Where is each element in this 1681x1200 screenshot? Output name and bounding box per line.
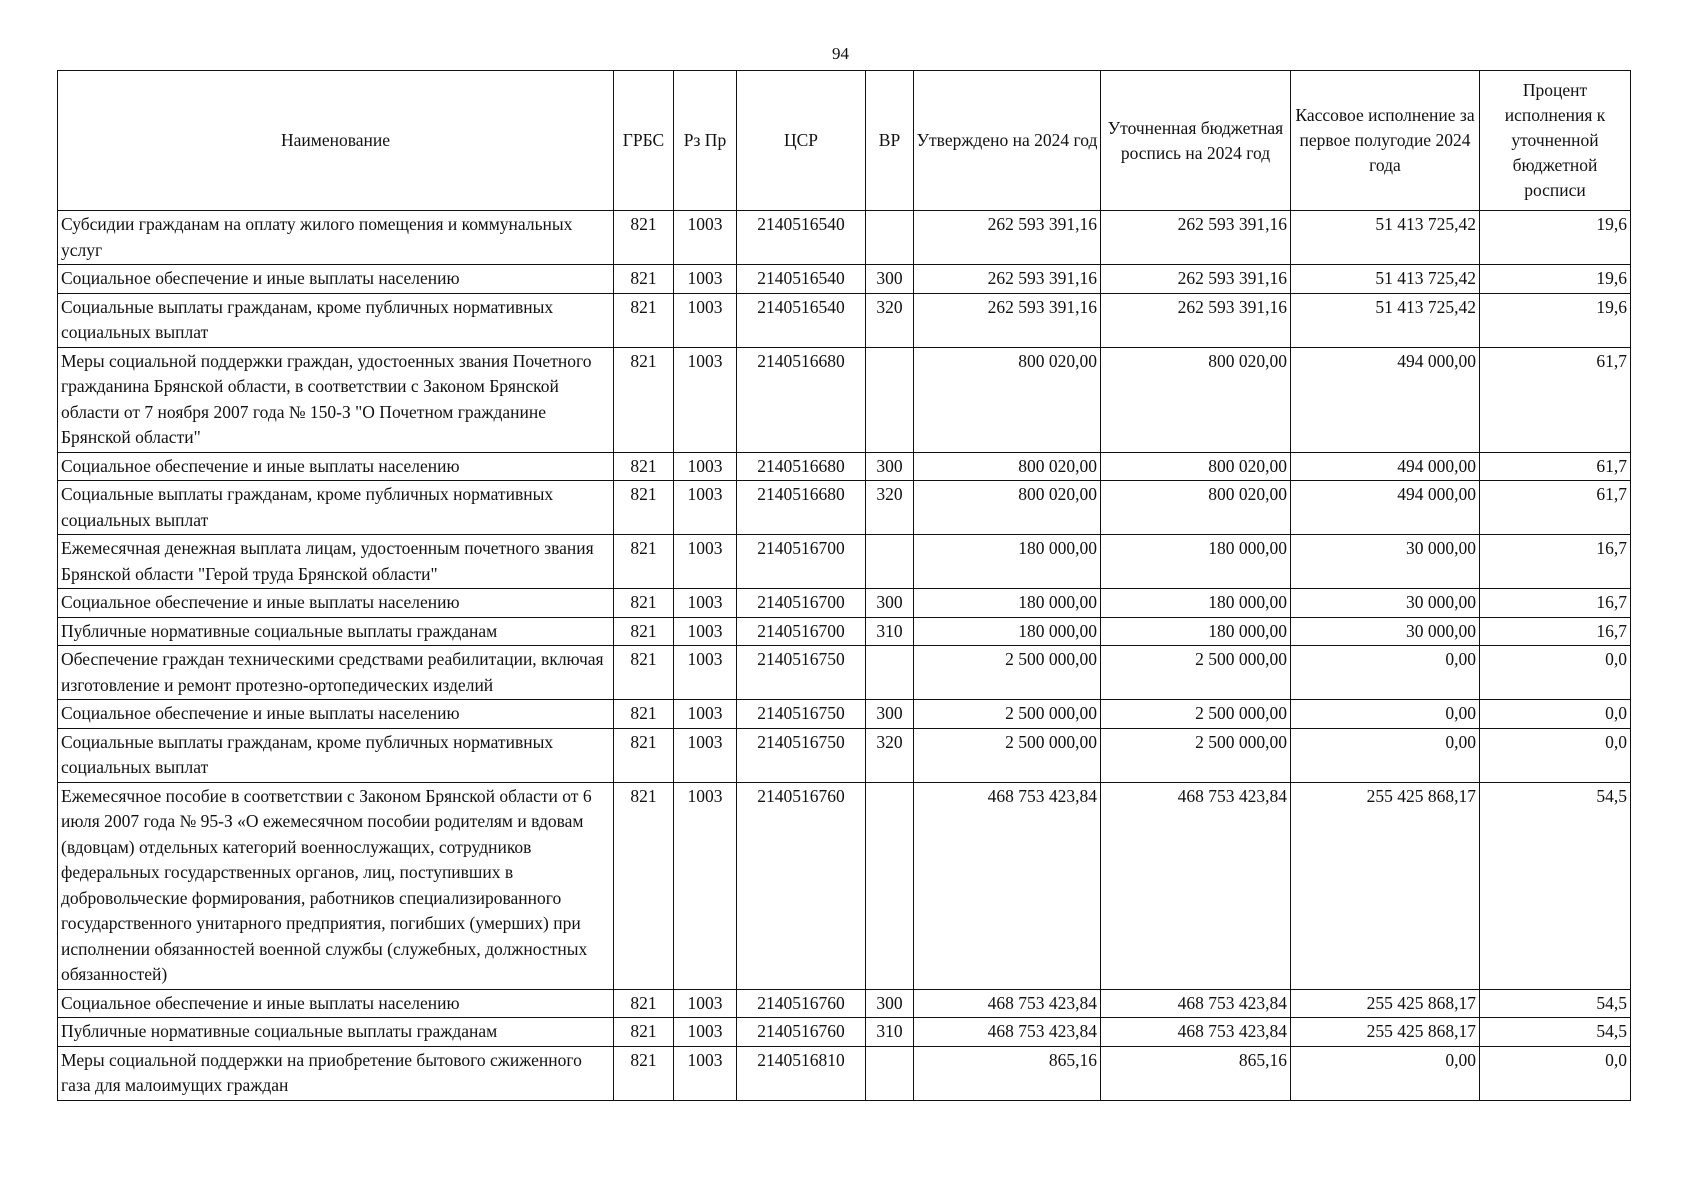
grbs-cell: 821	[614, 589, 674, 618]
approved-cell: 2 500 000,00	[914, 646, 1101, 700]
refined-cell: 262 593 391,16	[1101, 211, 1291, 265]
grbs-cell: 821	[614, 782, 674, 989]
grbs-cell: 821	[614, 535, 674, 589]
rzpr-cell: 1003	[674, 617, 737, 646]
name-cell: Социальные выплаты гражданам, кроме публичных нормативных социальных выплат	[58, 481, 614, 535]
vr-cell: 300	[866, 700, 914, 729]
cash-cell: 30 000,00	[1291, 535, 1480, 589]
table-row	[58, 589, 1631, 618]
approved-cell: 262 593 391,16	[914, 293, 1101, 347]
csr-cell: 2140516760	[737, 989, 866, 1018]
table-body	[58, 211, 1631, 1101]
csr-cell: 2140516680	[737, 347, 866, 452]
name-cell: Социальные выплаты гражданам, кроме публичных нормативных социальных выплат	[58, 728, 614, 782]
grbs-cell: 821	[614, 1018, 674, 1047]
refined-cell: 800 020,00	[1101, 452, 1291, 481]
refined-cell: 2 500 000,00	[1101, 728, 1291, 782]
cash-cell: 255 425 868,17	[1291, 782, 1480, 989]
grbs-cell: 821	[614, 728, 674, 782]
approved-cell: 2 500 000,00	[914, 728, 1101, 782]
percent-cell: 19,6	[1480, 265, 1631, 294]
rzpr-cell: 1003	[674, 293, 737, 347]
table-row	[58, 211, 1631, 265]
table-header	[58, 71, 1631, 211]
rzpr-cell: 1003	[674, 728, 737, 782]
cash-cell: 51 413 725,42	[1291, 265, 1480, 294]
grbs-cell: 821	[614, 265, 674, 294]
vr-cell: 320	[866, 728, 914, 782]
rzpr-cell: 1003	[674, 1018, 737, 1047]
table-row	[58, 617, 1631, 646]
percent-cell: 19,6	[1480, 211, 1631, 265]
cash-cell: 494 000,00	[1291, 347, 1480, 452]
cash-cell: 30 000,00	[1291, 589, 1480, 618]
csr-cell: 2140516750	[737, 700, 866, 729]
percent-cell: 61,7	[1480, 452, 1631, 481]
vr-cell	[866, 646, 914, 700]
percent-cell: 16,7	[1480, 535, 1631, 589]
percent-cell: 61,7	[1480, 481, 1631, 535]
vr-cell: 300	[866, 589, 914, 618]
approved-cell: 468 753 423,84	[914, 782, 1101, 989]
csr-cell: 2140516540	[737, 211, 866, 265]
table-row	[58, 1046, 1631, 1100]
header-name: Наименование	[58, 71, 614, 211]
name-cell: Ежемесячная денежная выплата лицам, удостоенным почетного звания Брянской области "Герой труда Брянской области"	[58, 535, 614, 589]
rzpr-cell: 1003	[674, 782, 737, 989]
grbs-cell: 821	[614, 481, 674, 535]
table-row	[58, 1018, 1631, 1047]
table-row	[58, 535, 1631, 589]
csr-cell: 2140516700	[737, 535, 866, 589]
approved-cell: 180 000,00	[914, 589, 1101, 618]
approved-cell: 180 000,00	[914, 535, 1101, 589]
table-row	[58, 265, 1631, 294]
table-row	[58, 728, 1631, 782]
vr-cell: 300	[866, 265, 914, 294]
vr-cell: 310	[866, 1018, 914, 1047]
vr-cell: 320	[866, 481, 914, 535]
table-row	[58, 700, 1631, 729]
rzpr-cell: 1003	[674, 700, 737, 729]
name-cell: Ежемесячное пособие в соответствии с Законом Брянской области от 6 июля 2007 года № 95-З «О ежемесячном пособии родителям и вдовам (вдовцам) отдельных категорий военнослужащих, сотрудников федеральных государственных органов, лиц, поступивших в добровольческие формирования, работников специализированного государственного унитарного предприятия, погибших (умерших) при исполнении обязанностей военной службы (служебных, должностных обязанностей)	[58, 782, 614, 989]
rzpr-cell: 1003	[674, 1046, 737, 1100]
refined-cell: 800 020,00	[1101, 481, 1291, 535]
name-cell: Социальное обеспечение и иные выплаты населению	[58, 589, 614, 618]
csr-cell: 2140516760	[737, 782, 866, 989]
header-rzpr: Рз Пр	[674, 71, 737, 211]
vr-cell	[866, 1046, 914, 1100]
cash-cell: 255 425 868,17	[1291, 989, 1480, 1018]
rzpr-cell: 1003	[674, 481, 737, 535]
name-cell: Публичные нормативные социальные выплаты гражданам	[58, 1018, 614, 1047]
grbs-cell: 821	[614, 700, 674, 729]
percent-cell: 0,0	[1480, 728, 1631, 782]
header-vr: ВР	[866, 71, 914, 211]
approved-cell: 262 593 391,16	[914, 265, 1101, 294]
percent-cell: 0,0	[1480, 1046, 1631, 1100]
approved-cell: 800 020,00	[914, 347, 1101, 452]
header-grbs: ГРБС	[614, 71, 674, 211]
grbs-cell: 821	[614, 617, 674, 646]
grbs-cell: 821	[614, 1046, 674, 1100]
header-csr: ЦСР	[737, 71, 866, 211]
name-cell: Социальные выплаты гражданам, кроме публичных нормативных социальных выплат	[58, 293, 614, 347]
csr-cell: 2140516540	[737, 293, 866, 347]
grbs-cell: 821	[614, 989, 674, 1018]
cash-cell: 255 425 868,17	[1291, 1018, 1480, 1047]
cash-cell: 494 000,00	[1291, 481, 1480, 535]
grbs-cell: 821	[614, 211, 674, 265]
cash-cell: 30 000,00	[1291, 617, 1480, 646]
csr-cell: 2140516680	[737, 452, 866, 481]
table-row	[58, 989, 1631, 1018]
approved-cell: 262 593 391,16	[914, 211, 1101, 265]
rzpr-cell: 1003	[674, 535, 737, 589]
name-cell: Меры социальной поддержки на приобретение бытового сжиженного газа для малоимущих граждан	[58, 1046, 614, 1100]
csr-cell: 2140516760	[737, 1018, 866, 1047]
cash-cell: 494 000,00	[1291, 452, 1480, 481]
header-approved: Утверждено на 2024 год	[914, 71, 1101, 211]
grbs-cell: 821	[614, 452, 674, 481]
approved-cell: 865,16	[914, 1046, 1101, 1100]
name-cell: Социальное обеспечение и иные выплаты населению	[58, 700, 614, 729]
percent-cell: 16,7	[1480, 617, 1631, 646]
approved-cell: 800 020,00	[914, 481, 1101, 535]
refined-cell: 800 020,00	[1101, 347, 1291, 452]
cash-cell: 0,00	[1291, 1046, 1480, 1100]
name-cell: Социальное обеспечение и иные выплаты населению	[58, 265, 614, 294]
name-cell: Социальное обеспечение и иные выплаты населению	[58, 452, 614, 481]
cash-cell: 0,00	[1291, 700, 1480, 729]
vr-cell	[866, 782, 914, 989]
cash-cell: 0,00	[1291, 646, 1480, 700]
refined-cell: 865,16	[1101, 1046, 1291, 1100]
vr-cell	[866, 347, 914, 452]
rzpr-cell: 1003	[674, 989, 737, 1018]
refined-cell: 468 753 423,84	[1101, 989, 1291, 1018]
rzpr-cell: 1003	[674, 211, 737, 265]
percent-cell: 54,5	[1480, 1018, 1631, 1047]
vr-cell: 320	[866, 293, 914, 347]
refined-cell: 180 000,00	[1101, 535, 1291, 589]
percent-cell: 54,5	[1480, 989, 1631, 1018]
table-row	[58, 452, 1631, 481]
csr-cell: 2140516810	[737, 1046, 866, 1100]
refined-cell: 180 000,00	[1101, 589, 1291, 618]
percent-cell: 0,0	[1480, 646, 1631, 700]
table-row	[58, 347, 1631, 452]
page-number: 94	[832, 44, 849, 63]
table-row	[58, 646, 1631, 700]
rzpr-cell: 1003	[674, 646, 737, 700]
vr-cell	[866, 211, 914, 265]
approved-cell: 468 753 423,84	[914, 989, 1101, 1018]
rzpr-cell: 1003	[674, 265, 737, 294]
vr-cell: 310	[866, 617, 914, 646]
refined-cell: 2 500 000,00	[1101, 646, 1291, 700]
vr-cell: 300	[866, 989, 914, 1018]
percent-cell: 19,6	[1480, 293, 1631, 347]
table-row	[58, 782, 1631, 989]
percent-cell: 0,0	[1480, 700, 1631, 729]
grbs-cell: 821	[614, 293, 674, 347]
cash-cell: 51 413 725,42	[1291, 293, 1480, 347]
csr-cell: 2140516750	[737, 728, 866, 782]
rzpr-cell: 1003	[674, 347, 737, 452]
grbs-cell: 821	[614, 347, 674, 452]
percent-cell: 16,7	[1480, 589, 1631, 618]
csr-cell: 2140516700	[737, 589, 866, 618]
table-row	[58, 293, 1631, 347]
refined-cell: 2 500 000,00	[1101, 700, 1291, 729]
name-cell: Социальное обеспечение и иные выплаты населению	[58, 989, 614, 1018]
percent-cell: 61,7	[1480, 347, 1631, 452]
cash-cell: 51 413 725,42	[1291, 211, 1480, 265]
approved-cell: 180 000,00	[914, 617, 1101, 646]
header-cash: Кассовое исполнение за первое полугодие 2024 года	[1291, 71, 1480, 211]
csr-cell: 2140516680	[737, 481, 866, 535]
name-cell: Публичные нормативные социальные выплаты гражданам	[58, 617, 614, 646]
header-percent: Процент исполнения к уточненной бюджетной росписи	[1480, 71, 1631, 211]
refined-cell: 262 593 391,16	[1101, 265, 1291, 294]
name-cell: Меры социальной поддержки граждан, удостоенных звания Почетного гражданина Брянской области, в соответствии с Законом Брянской области от 7 ноября 2007 года № 150-З "О Почетном гражданине Брянской области"	[58, 347, 614, 452]
cash-cell: 0,00	[1291, 728, 1480, 782]
vr-cell: 300	[866, 452, 914, 481]
grbs-cell: 821	[614, 646, 674, 700]
refined-cell: 262 593 391,16	[1101, 293, 1291, 347]
refined-cell: 180 000,00	[1101, 617, 1291, 646]
refined-cell: 468 753 423,84	[1101, 782, 1291, 989]
rzpr-cell: 1003	[674, 452, 737, 481]
header-refined: Уточненная бюджетная роспись на 2024 год	[1101, 71, 1291, 211]
approved-cell: 800 020,00	[914, 452, 1101, 481]
approved-cell: 2 500 000,00	[914, 700, 1101, 729]
table-row	[58, 481, 1631, 535]
name-cell: Субсидии гражданам на оплату жилого помещения и коммунальных услуг	[58, 211, 614, 265]
csr-cell: 2140516750	[737, 646, 866, 700]
percent-cell: 54,5	[1480, 782, 1631, 989]
vr-cell	[866, 535, 914, 589]
header-row	[58, 71, 1631, 211]
csr-cell: 2140516700	[737, 617, 866, 646]
approved-cell: 468 753 423,84	[914, 1018, 1101, 1047]
refined-cell: 468 753 423,84	[1101, 1018, 1291, 1047]
csr-cell: 2140516540	[737, 265, 866, 294]
budget-table	[57, 70, 1631, 1101]
rzpr-cell: 1003	[674, 589, 737, 618]
name-cell: Обеспечение граждан техническими средствами реабилитации, включая изготовление и ремонт протезно-ортопедических изделий	[58, 646, 614, 700]
